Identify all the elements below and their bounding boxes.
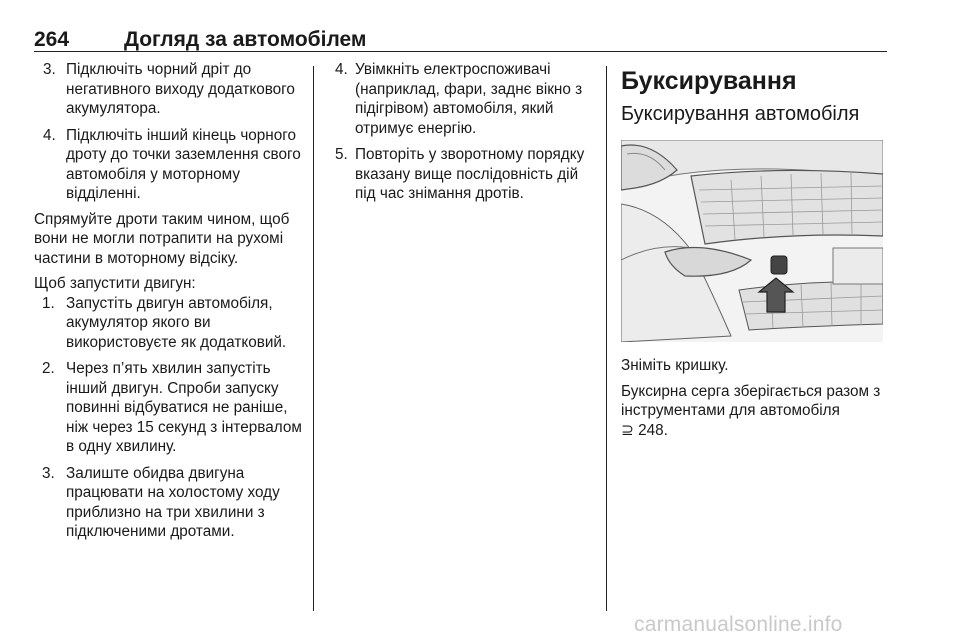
column-2: [331, 60, 597, 204]
heading-towing: Буксирування: [621, 67, 797, 95]
steps-list-start: [42, 294, 306, 542]
body-text-main: Буксирна серга зберігається разом з інструментами для автомобіля: [621, 382, 881, 419]
list-text: Через п’ять хвилин запустіть інший двигун. Спроби запуску повинні відбуватися не раніше, ніж через 15 секунд з інтервалом в одну хвилину.: [66, 360, 302, 455]
list-number: 4.: [43, 126, 56, 144]
list-item: [34, 126, 306, 204]
section-title: Догляд за автомобілем: [124, 28, 367, 51]
list-item: [331, 60, 597, 138]
paragraph: Щоб запустити двигун:: [34, 275, 196, 292]
subheading-towing-vehicle: Буксирування автомобіля: [621, 103, 860, 125]
list-text: Запустіть двигун автомобіля, акумулятор якого ви використовуєте як додатковий.: [66, 294, 287, 351]
list-text: Підключіть інший кінець чорного дроту до точки заземлення свого автомобіля у моторному відділенні.: [66, 126, 301, 202]
list-item: [42, 464, 306, 542]
header-rule: [34, 51, 887, 52]
list-item: [34, 60, 306, 119]
paragraph: Спрямуйте дроти таким чином, щоб вони не могли потрапити на рухомі частини в моторному відсіку.: [34, 210, 290, 267]
steps-list-connect: [34, 60, 306, 204]
list-item: [42, 294, 306, 353]
watermark: carmanualsonline.info: [634, 613, 843, 636]
car-front-towing-eye-illustration: [621, 140, 883, 342]
list-number: 5.: [335, 146, 348, 163]
list-item: [42, 359, 306, 457]
list-text: Підключіть чорний дріт до негативного виходу додаткового акумулятора.: [66, 61, 295, 117]
list-number: 3.: [43, 61, 56, 78]
column-divider-left: [313, 66, 314, 611]
column-divider-right: [606, 66, 607, 611]
list-number: 4.: [335, 61, 348, 78]
list-text: Увімкніть електроспоживачі (наприклад, фари, заднє вікно з підігрівом) автомобіля, який отримує енергію.: [355, 61, 583, 137]
page-number: 264: [34, 28, 70, 51]
body-text: [621, 382, 889, 441]
list-text: Повторіть у зворотному порядку вказану вище послідовність дій під час знімання дротів.: [355, 146, 585, 202]
steps-list-finish: [331, 60, 597, 204]
list-item: [331, 145, 597, 204]
column-1: [34, 60, 306, 542]
list-number: 1.: [42, 294, 55, 312]
column-3: [621, 66, 889, 440]
list-number: 2.: [42, 360, 55, 377]
list-number: 3.: [42, 464, 55, 482]
page-reference-icon: ⊇: [621, 421, 634, 439]
page-reference: 248.: [638, 421, 668, 439]
caption-text: Зніміть кришку.: [621, 357, 729, 374]
list-text: Залиште обидва двигуна працювати на холостому ходу приблизно на три хвилини з підключеними дротами.: [66, 464, 280, 540]
